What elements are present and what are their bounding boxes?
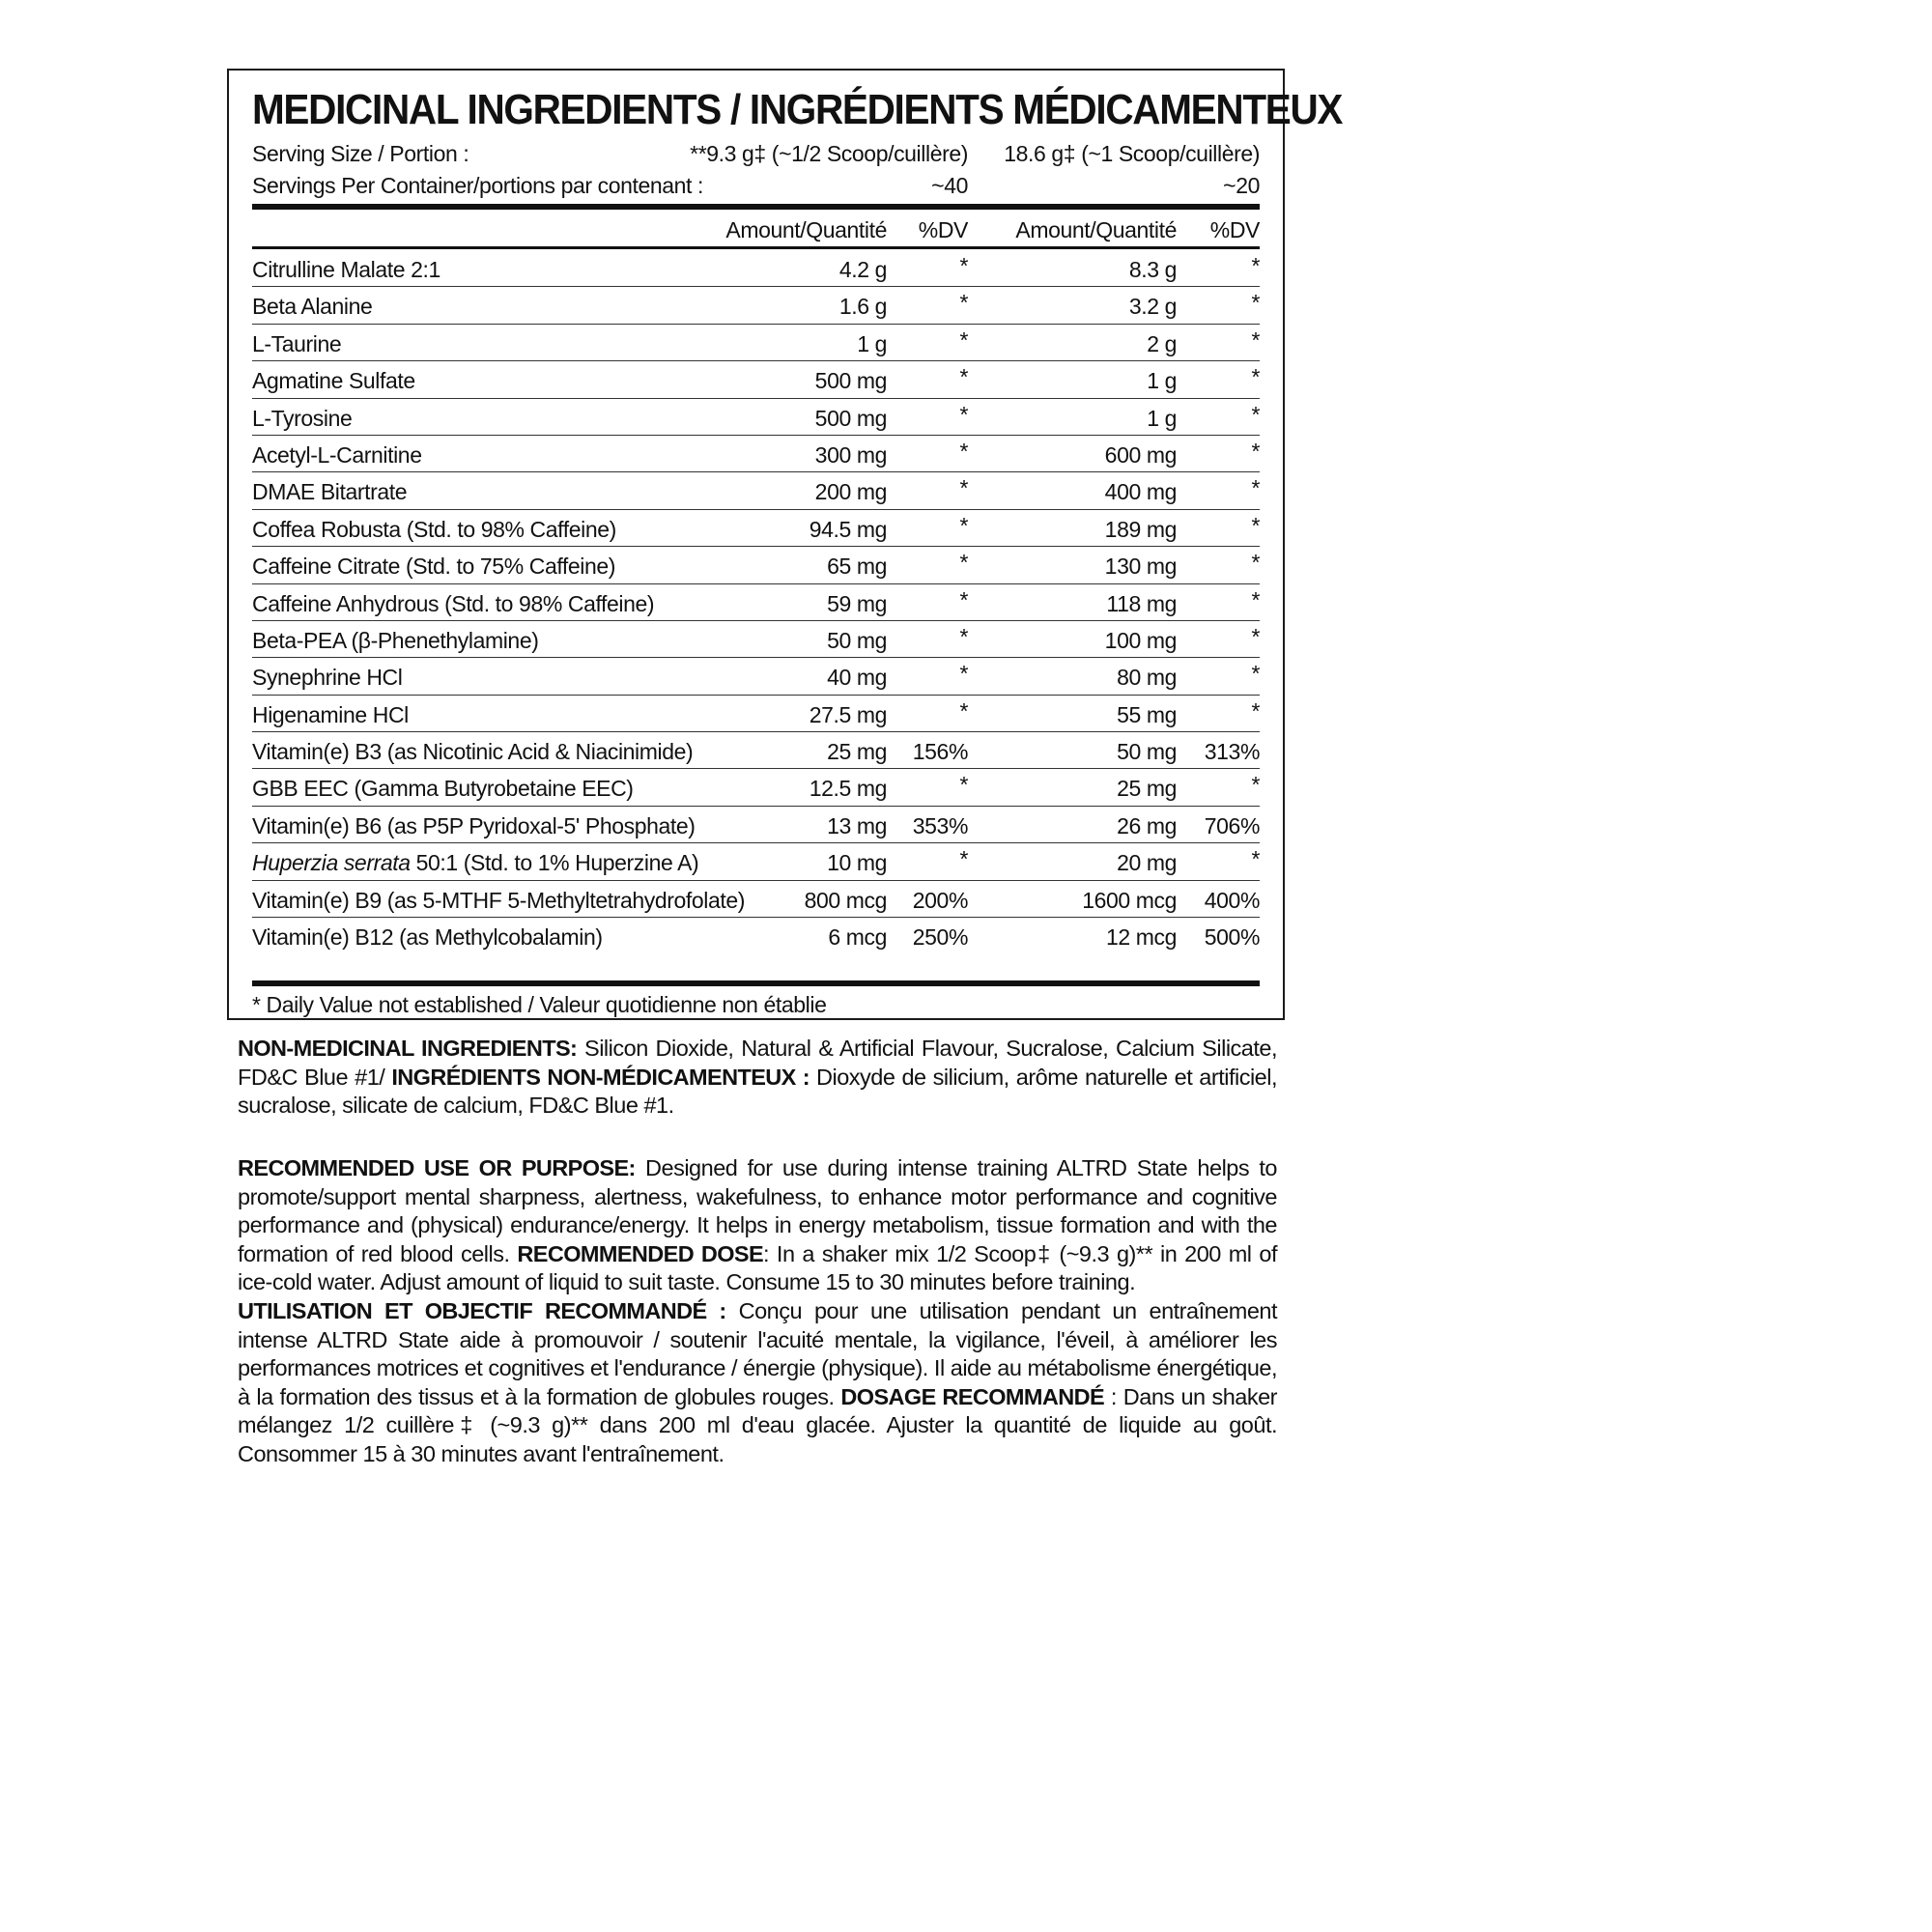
amount-half: 13 mg <box>827 812 887 838</box>
non-medicinal-label-en: NON-MEDICINAL INGREDIENTS: <box>238 1036 578 1061</box>
dv-half: * <box>959 290 968 316</box>
dv-half: 250% <box>912 924 968 951</box>
amount-half: 200 mg <box>814 479 887 505</box>
recommended-dose-text: : In a shaker mix 1/2 Scoop‡ (~9.3 g)** in 200 ml of ice-cold water. Adjust amount of liquid to suit taste. Consume 15 to 30 minutes before training. <box>238 1240 1277 1294</box>
ingredient-name: Beta-PEA (β-Phenethylamine) <box>252 627 539 653</box>
ingredient-name: Synephrine HCl <box>252 665 403 691</box>
ingredient-name-rest: 50:1 (Std. to 1% Huperzine A) <box>410 850 699 876</box>
serving-size-row <box>252 138 1260 169</box>
amount-half: 4.2 g <box>838 257 887 282</box>
ingredient-row <box>252 769 1260 806</box>
dv-header-half: %DV <box>918 217 968 242</box>
dv-half: * <box>959 697 968 724</box>
amount-full: 8.3 g <box>1128 257 1177 282</box>
medicinal-ingredients-panel <box>227 69 1343 1020</box>
dv-half: * <box>959 512 968 538</box>
recommended-use-fr <box>238 1297 1277 1468</box>
amount-full: 26 mg <box>1117 812 1177 838</box>
servings-per-container-half: ~40 <box>931 173 968 198</box>
ingredient-row <box>252 658 1260 695</box>
amount-full: 189 mg <box>1104 516 1177 542</box>
dv-half: * <box>959 401 968 427</box>
utilisation-text: Conçu pour une utilisation pendant un entraînement intense ALTRD State aide à promouvoir / soutenir l'acuité mentale, la vigilance, l'éveil, à améliorer les performances motrices et cognitives et l'endurance / énergie (physique). Il aide au métabolisme énergétique, à la formation des tissus et à la formation de globules rouges. <box>238 1298 1277 1409</box>
amount-header-half: Amount/Quantité <box>725 217 887 242</box>
dv-half: 200% <box>912 887 968 913</box>
ingredient-name: Caffeine Citrate (Std. to 75% Caffeine) <box>252 554 616 580</box>
ingredient-row <box>252 881 1260 918</box>
dv-half: * <box>959 661 968 687</box>
dv-full: * <box>1251 550 1260 576</box>
amount-full: 80 mg <box>1117 665 1177 691</box>
amount-half: 300 mg <box>814 441 887 468</box>
amount-full: 20 mg <box>1117 850 1177 876</box>
amount-full: 1600 mcg <box>1082 887 1177 913</box>
divider <box>252 980 1260 986</box>
dv-half: * <box>959 327 968 353</box>
dv-full: 400% <box>1204 887 1260 913</box>
amount-half: 50 mg <box>827 627 887 653</box>
serving-size-half: **9.3 g‡ (~1/2 Scoop/cuillère) <box>690 141 968 166</box>
dv-half: * <box>959 772 968 798</box>
serving-size-full: 18.6 g‡ (~1 Scoop/cuillère) <box>1004 141 1260 166</box>
dv-full: * <box>1251 697 1260 724</box>
ingredient-row <box>252 325 1260 361</box>
ingredient-row <box>252 807 1260 843</box>
amount-full: 55 mg <box>1117 701 1177 727</box>
amount-half: 10 mg <box>827 850 887 876</box>
amount-full: 3.2 g <box>1128 294 1177 320</box>
ingredient-row <box>252 287 1260 324</box>
dv-half: 353% <box>912 812 968 838</box>
dosage-text: : Dans un shaker mélangez 1/2 cuillère‡ (~9.3 g)** dans 200 ml d'eau glacée. Ajuster la quantité de liquide au goût. Consommer 15 à 30 minutes avant l'entraînement. <box>238 1383 1278 1466</box>
ingredient-name: L-Taurine <box>252 330 342 356</box>
recommended-use-label: RECOMMENDED USE OR PURPOSE: <box>238 1155 636 1180</box>
amount-full: 600 mg <box>1104 441 1177 468</box>
dv-full: * <box>1251 846 1260 872</box>
amount-half: 500 mg <box>814 368 887 394</box>
dv-full: * <box>1251 290 1260 316</box>
amount-full: 130 mg <box>1104 554 1177 580</box>
dv-half: * <box>959 586 968 612</box>
ingredient-name: Higenamine HCl <box>252 701 409 727</box>
ingredient-name: DMAE Bitartrate <box>252 479 408 505</box>
ingredient-row <box>252 696 1260 732</box>
recommended-use-text: Designed for use during intense training ALTRD State helps to promote/support mental sharpness, alertness, wakefulness, to enhance motor performance and cognitive performance and (physical) endurance/energy. It helps in energy metabolism, tissue formation and with the formation of red blood cells. <box>238 1155 1277 1266</box>
recommended-dose-label: RECOMMENDED DOSE <box>517 1240 764 1266</box>
amount-full: 25 mg <box>1117 776 1177 802</box>
dv-full: * <box>1251 772 1260 798</box>
ingredient-name: Beta Alanine <box>252 294 373 320</box>
amount-half: 800 mcg <box>804 887 887 913</box>
amount-full: 2 g <box>1147 330 1177 356</box>
recommended-use-en <box>238 1154 1277 1297</box>
ingredient-name: L-Tyrosine <box>252 405 353 431</box>
panel-title: MEDICINAL INGREDIENTS / INGRÉDIENTS MÉDICAMENTEUX <box>252 86 1343 133</box>
dv-half: 156% <box>912 739 968 765</box>
ingredient-row <box>252 472 1260 509</box>
ingredient-row <box>252 621 1260 658</box>
ingredient-row <box>252 436 1260 472</box>
dv-full: * <box>1251 364 1260 390</box>
amount-half: 94.5 mg <box>809 516 887 542</box>
dv-half: * <box>959 438 968 464</box>
ingredient-row <box>252 250 1260 287</box>
ingredient-name: Vitamin(e) B9 (as 5-MTHF 5-Methyltetrahydrofolate) <box>252 887 746 913</box>
ingredient-name: Acetyl-L-Carnitine <box>252 441 422 468</box>
ingredient-row <box>252 547 1260 583</box>
dv-footnote: * Daily Value not established / Valeur quotidienne non établie <box>252 992 827 1017</box>
dv-full: * <box>1251 623 1260 649</box>
servings-per-container-row <box>252 170 1260 201</box>
amount-full: 1 g <box>1147 405 1177 431</box>
dv-full: * <box>1251 586 1260 612</box>
amount-full: 400 mg <box>1104 479 1177 505</box>
ingredient-name: Vitamin(e) B12 (as Methylcobalamin) <box>252 924 603 951</box>
dv-full: * <box>1251 253 1260 278</box>
divider <box>252 246 1260 249</box>
dv-full: 706% <box>1204 812 1260 838</box>
amount-full: 1 g <box>1147 368 1177 394</box>
amount-half: 59 mg <box>827 590 887 616</box>
amount-half: 40 mg <box>827 665 887 691</box>
amount-half: 27.5 mg <box>809 701 887 727</box>
utilisation-label: UTILISATION ET OBJECTIF RECOMMANDÉ : <box>238 1298 726 1323</box>
ingredient-name-italic: Huperzia serrata <box>252 850 411 876</box>
amount-full: 118 mg <box>1106 590 1177 616</box>
ingredient-row <box>252 584 1260 621</box>
amount-half: 1.6 g <box>838 294 887 320</box>
ingredient-row <box>252 732 1260 769</box>
dv-full: * <box>1251 475 1260 501</box>
ingredient-table <box>252 250 1260 954</box>
dv-full: * <box>1251 438 1260 464</box>
ingredient-name: Vitamin(e) B6 (as P5P Pyridoxal-5' Phosphate) <box>252 812 696 838</box>
ingredient-name: Coffea Robusta (Std. to 98% Caffeine) <box>252 516 616 542</box>
column-headers <box>252 213 1260 246</box>
non-medicinal-text-en: Silicon Dioxide, Natural & Artificial Flavour, Sucralose, Calcium Silicate, FD&C Blue #1/ <box>238 1036 1277 1090</box>
amount-half: 500 mg <box>814 405 887 431</box>
ingredient-row <box>252 361 1260 398</box>
ingredient-row <box>252 843 1260 880</box>
dosage-label: DOSAGE RECOMMANDÉ <box>840 1383 1105 1409</box>
dv-full: * <box>1251 512 1260 538</box>
ingredient-name <box>252 849 698 876</box>
dv-half: * <box>959 623 968 649</box>
amount-half: 6 mcg <box>828 924 887 951</box>
dv-full: * <box>1251 327 1260 353</box>
dv-full: * <box>1251 401 1260 427</box>
ingredient-name: Vitamin(e) B3 (as Nicotinic Acid & Niacinimide) <box>252 739 694 765</box>
ingredient-row <box>252 510 1260 547</box>
amount-full: 100 mg <box>1104 627 1177 653</box>
dv-header-full: %DV <box>1209 217 1260 242</box>
dv-half: * <box>959 550 968 576</box>
amount-half: 12.5 mg <box>809 776 887 802</box>
ingredient-name: Caffeine Anhydrous (Std. to 98% Caffeine) <box>252 590 655 616</box>
ingredient-name: Citrulline Malate 2:1 <box>252 257 440 282</box>
non-medicinal-ingredients <box>238 1035 1277 1121</box>
ingredient-row <box>252 399 1260 436</box>
amount-half: 65 mg <box>827 554 887 580</box>
amount-full: 50 mg <box>1117 739 1177 765</box>
servings-per-container-full: ~20 <box>1223 173 1260 198</box>
non-medicinal-text-fr: Dioxyde de silicium, arôme naturelle et artificiel, sucralose, silicate de calcium, FD&C Blue #1. <box>238 1064 1277 1118</box>
divider <box>252 204 1260 210</box>
ingredient-row <box>252 918 1260 954</box>
dv-full: 500% <box>1204 924 1260 951</box>
amount-header-full: Amount/Quantité <box>1015 217 1177 242</box>
dv-half: * <box>959 846 968 872</box>
dv-half: * <box>959 364 968 390</box>
dv-half: * <box>959 475 968 501</box>
ingredient-name: GBB EEC (Gamma Butyrobetaine EEC) <box>252 776 634 802</box>
non-medicinal-label-fr: INGRÉDIENTS NON-MÉDICAMENTEUX : <box>391 1064 810 1090</box>
serving-size-label: Serving Size / Portion : <box>252 141 469 166</box>
ingredient-name: Agmatine Sulfate <box>252 368 415 394</box>
dv-full: 313% <box>1204 739 1260 765</box>
servings-per-container-label: Servings Per Container/portions par contenant : <box>252 173 704 198</box>
amount-full: 12 mcg <box>1105 924 1177 951</box>
dv-full: * <box>1251 661 1260 687</box>
dv-half: * <box>959 253 968 278</box>
amount-half: 25 mg <box>827 739 887 765</box>
amount-half: 1 g <box>857 330 887 356</box>
